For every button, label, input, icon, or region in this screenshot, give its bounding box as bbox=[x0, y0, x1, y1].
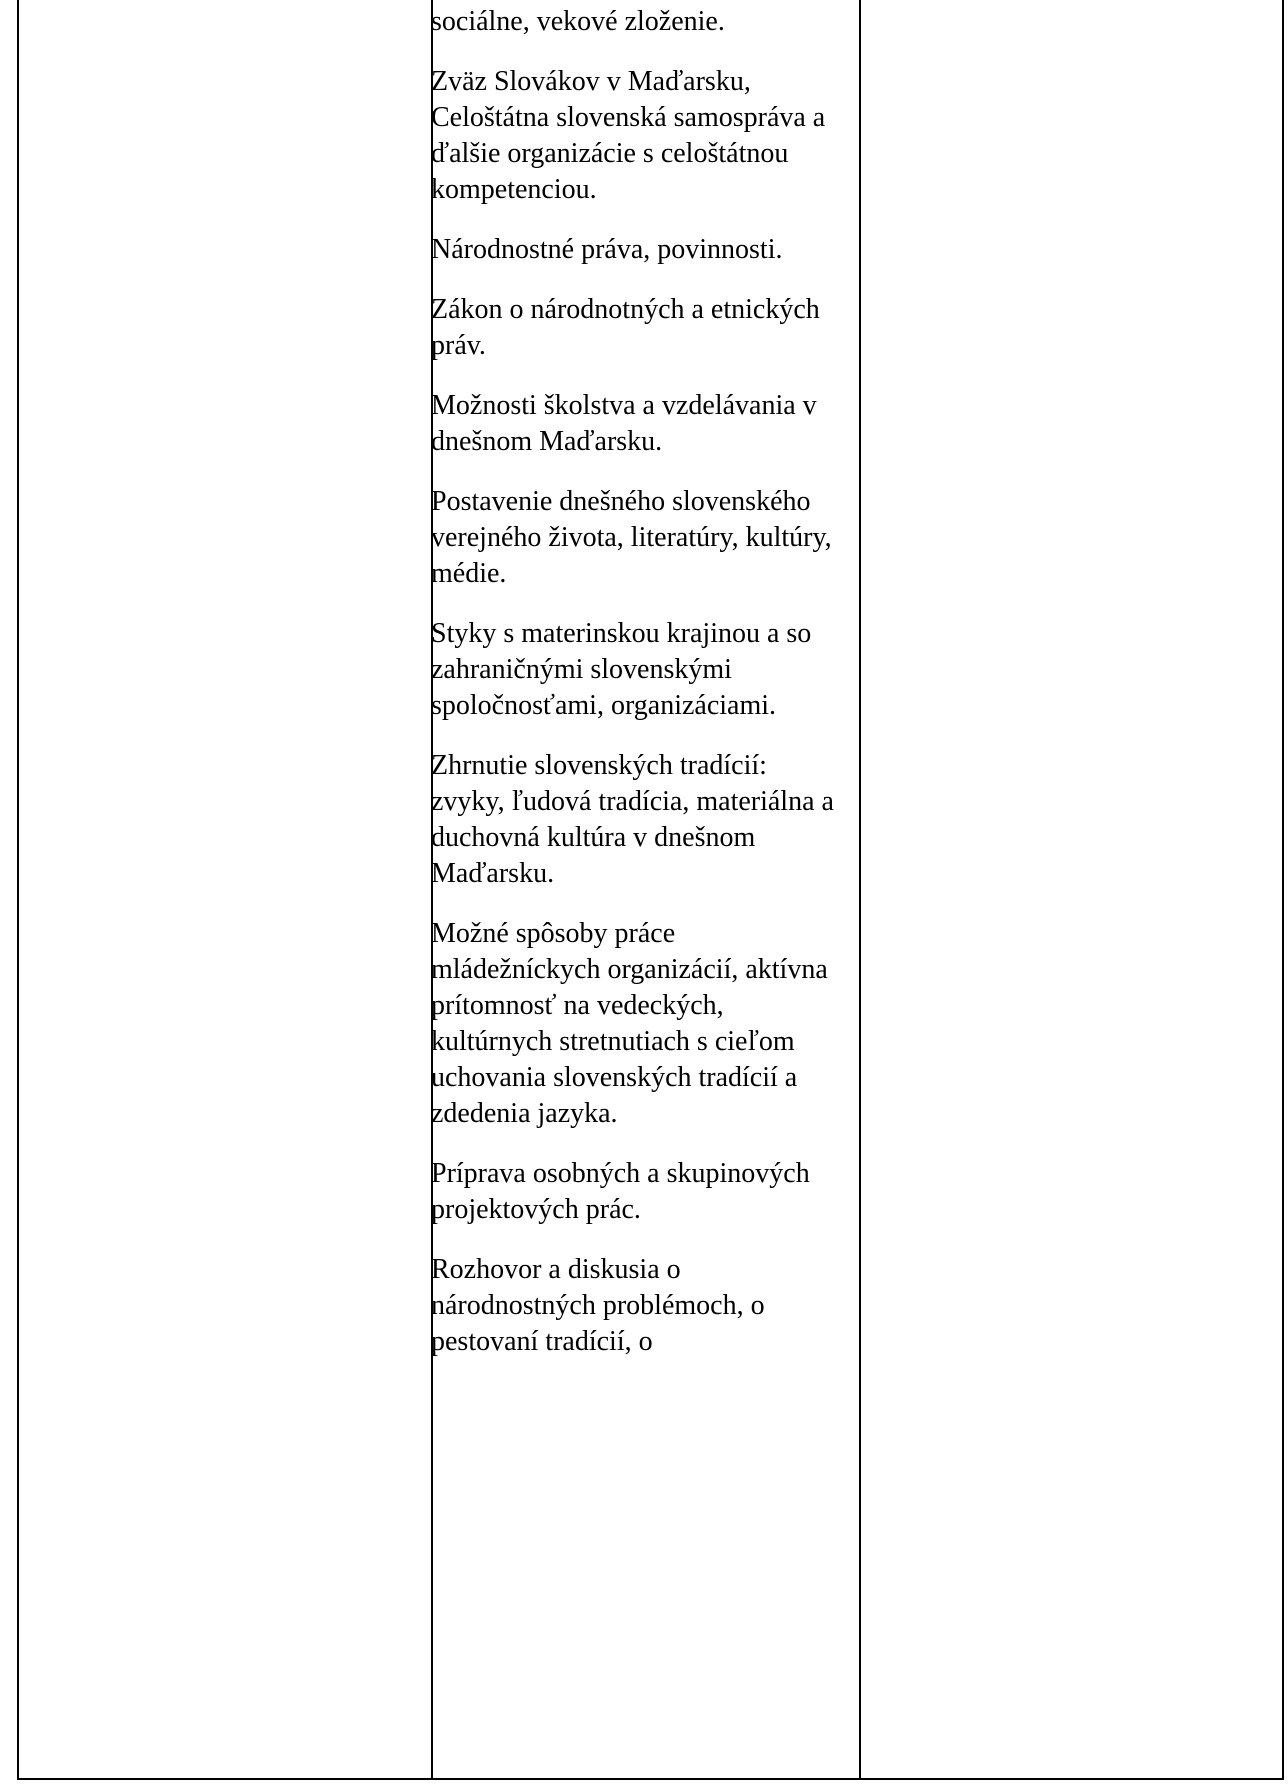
paragraph: Národnostné práva, povinnosti. bbox=[431, 234, 783, 265]
paragraph: Rozhovor a diskusia o národnostných problémoch, o pestovaní tradícií, o bbox=[431, 1254, 765, 1357]
paragraph: sociálne, vekové zloženie. bbox=[431, 6, 725, 37]
paragraph: Zákon o národnotných a etnických práv. bbox=[431, 294, 820, 361]
paragraph: Možné spôsoby práce mládežníckych organizácií, aktívna prítomnosť na vedeckých, kultúrnych stretnutiach s cieľom uchovania slovenských tradícií a zdedenia jazyka. bbox=[431, 918, 828, 1129]
paragraph: Zväz Slovákov v Maďarsku, Celoštátna slovenská samospráva a ďalšie organizácie s celoštátnou kompetenciou. bbox=[431, 66, 826, 205]
content-cell bbox=[431, 0, 836, 1384]
paragraph: Príprava osobných a skupinových projektových prác. bbox=[431, 1158, 810, 1225]
column-divider-right bbox=[859, 0, 861, 1778]
paragraph: Styky s materinskou krajinou a so zahraničnými slovenskými spoločnosťami, organizáciami. bbox=[431, 618, 812, 721]
paragraph: Zhrnutie slovenských tradícií: zvyky, ľudová tradícia, materiálna a duchovná kultúra v dnešnom Maďarsku. bbox=[431, 750, 834, 889]
paragraph: Možnosti školstva a vzdelávania v dnešnom Maďarsku. bbox=[431, 390, 817, 457]
paragraph: Postavenie dnešného slovenského verejného života, literatúry, kultúry, médie. bbox=[431, 486, 832, 589]
